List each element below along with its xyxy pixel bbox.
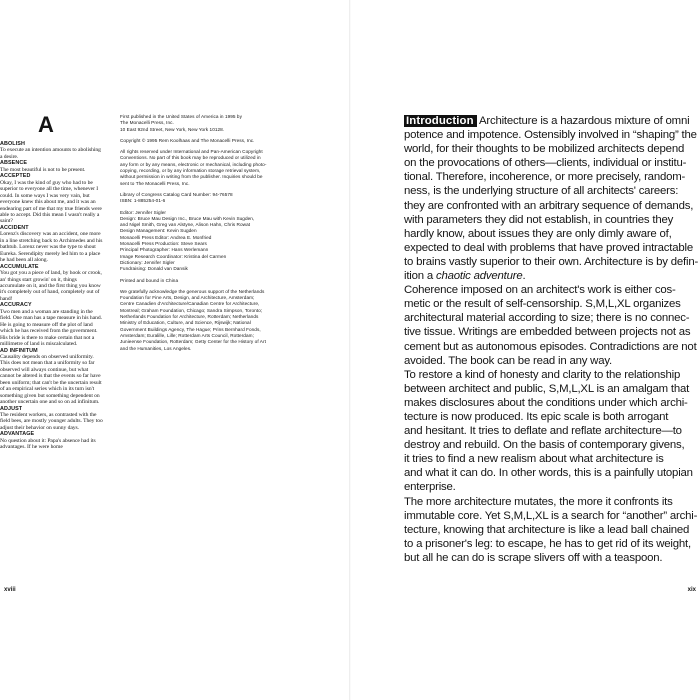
text-segment: tecture is now produced. Its epic scale is both arrogant — [404, 410, 669, 423]
dictionary-definition: No question about it: Papa's absence had its advantages. If he were home — [0, 437, 96, 451]
dictionary-definition: The most beautiful is not to be present. — [0, 166, 86, 173]
imprint-line: Image Research Coordinator: Kristina del Carmen — [120, 253, 227, 259]
imprint-line: Centre Canadien d'Architecture/Canadian Centre for Architecture, — [120, 301, 260, 307]
text-segment: . — [522, 270, 526, 283]
imprint-line: The Monacelli Press, Inc. — [120, 120, 174, 126]
text-line — [404, 311, 700, 325]
right-page — [350, 0, 700, 700]
page-number-right: xix — [687, 587, 696, 593]
dictionary-definition: The resident workers, as contrasted with the field bees, are mostly younger adults. They too adjust their behavior on sunny days. — [0, 412, 103, 431]
imprint-line: and the Humanities, Los Angeles. — [120, 345, 192, 351]
imprint-line: ISBN: 1-885254-01-6 — [120, 198, 166, 204]
imprint-line: without permission in writing from the publisher. Inquiries should be — [120, 174, 263, 180]
dictionary-term: ACCURACY — [0, 302, 32, 309]
imprint-line: Editor: Jennifer Sigler — [120, 209, 166, 215]
text-segment: hardly know, about issues they are only dimly aware of, — [404, 227, 672, 240]
dictionary-term: ACCEPTED — [0, 173, 31, 180]
text-line — [404, 410, 700, 424]
imprint-line: Netherlands Foundation for Architecture, Rotterdam; Netherlands — [120, 314, 259, 320]
imprint-column — [120, 114, 338, 357]
text-line — [404, 297, 700, 311]
text-line — [404, 255, 700, 269]
imprint-line: Printed and bound in China — [120, 277, 179, 283]
text-segment: it tries to find a new realism about what architecture is — [404, 453, 664, 466]
text-line — [404, 114, 700, 128]
dictionary-term: ADJUST — [0, 405, 23, 412]
text-segment: ition a — [404, 270, 436, 283]
imprint-line: Monacelli Press Production: Steve Sears — [120, 241, 207, 247]
imprint-line: Dictionary: Jennifer Sigler — [120, 259, 175, 265]
text-line — [404, 438, 700, 452]
text-segment: enterprise. — [404, 481, 456, 494]
text-line — [404, 466, 700, 480]
text-segment: on the provocations of others—clients, individual or institu- — [404, 157, 687, 170]
imprint-line: Montreal; Graham Foundation, Chicago; Sandra Simpson, Toronto; — [120, 307, 263, 313]
text-line — [404, 340, 700, 354]
dictionary-term: ACCUMULATE — [0, 263, 39, 270]
imprint-line: All rights reserved under International and Pan-American Copyright — [120, 149, 263, 155]
text-line — [404, 213, 700, 227]
text-segment: tive tissue. Writings are embedded between projects not as — [404, 326, 691, 339]
text-line — [404, 523, 700, 537]
dictionary-term: ABSENCE — [0, 160, 28, 167]
dictionary-letter: A — [38, 112, 54, 137]
text-segment: metic or the result of self-censorship. S,M,L,XL organizes — [404, 298, 681, 311]
text-line — [404, 241, 700, 255]
text-line — [404, 325, 700, 339]
text-line — [404, 368, 700, 382]
text-line — [404, 142, 700, 156]
imprint-line: Conventions. No part of this book may be reproduced or utilized in — [120, 155, 261, 161]
text-segment: to brains vastly superior to their own. Architecture is by defin- — [404, 255, 699, 268]
dictionary-definition: Causality depends on observed uniformity. This does not mean that a uniformity so far observed will always continue, but what cannot be altered is that the events so far have been uniform; that can't be the uncertain result of an empirical series which in its turn isn't something given but something dependent on another uncertain one and so on ad infinitum. — [0, 353, 102, 406]
imprint-line: Amsterdam; Euralille, Lille; Rotterdam Arts Council, Rotterdam; — [120, 332, 254, 338]
text-segment: Coherence imposed on an architect's work is either cos- — [404, 284, 676, 297]
dictionary-definition: You got you a piece of land, by hook or crook, an' things start growin' on it, things accumulate on it, and the first thing you know it's completely out of hand, completely out of hand! — [0, 270, 102, 302]
imprint-line: Monacelli Press Editor: Andrea E. Monfried — [120, 234, 212, 240]
text-segment: they are confronted with an arbitrary sequence of demands, — [404, 199, 694, 212]
dictionary-definition: To execute an intention amounts to abolishing a desire. — [0, 147, 101, 160]
text-line — [404, 283, 700, 297]
text-line — [404, 452, 700, 466]
imprint-line: Foundation for Fine Arts, Design, and Architecture, Amsterdam; — [120, 295, 255, 301]
section-label: Introduction — [404, 115, 477, 127]
text-segment: The more architecture mutates, the more it confronts its — [404, 495, 673, 508]
imprint-paragraph — [120, 149, 338, 187]
text-segment: expected to deal with problems that have proved intractable — [404, 241, 693, 254]
dictionary-term: AD INFINITUM — [0, 347, 38, 354]
imprint-line: sent to The Monacelli Press, Inc. — [120, 180, 190, 186]
imprint-line: Junieense Foundation, Rotterdam; Getty Center for the History of Art — [120, 339, 266, 345]
text-segment: ness, is the underlying structure of all architects' careers: — [404, 185, 679, 198]
text-segment: architectural material according to size; there is no connec- — [404, 312, 690, 325]
text-segment: cement but as autonomous episodes. Contradictions are not — [404, 340, 697, 353]
imprint-line: Copyright © 1995 Rem Koolhaas and The Monacelli Press, Inc. — [120, 137, 255, 143]
imprint-line: copying, recording, or by any information storage retrieval system, — [120, 168, 261, 174]
text-segment: but all he can do is scrape slivers off with a teaspoon. — [404, 551, 663, 564]
text-line — [404, 199, 700, 213]
text-segment: tecture, knowing that architecture is like a lead ball chained — [404, 523, 690, 536]
imprint-paragraph — [120, 192, 338, 205]
dictionary-definition: Lorenz's discovery was an accident, one more in a line stretching back to Archimedes and his bathtub. Lorenz never was the type to shout Eureka. Serendipity merely led him to a place he had been all along. — [0, 231, 103, 264]
text-line — [404, 509, 700, 523]
text-line — [404, 354, 700, 368]
text-segment: Architecture is a hazardous mixture of omni — [478, 115, 690, 127]
imprint-paragraph — [120, 138, 338, 144]
imprint-line: Ministry of Education, Culture, and Science, Rijswijk; National — [120, 320, 251, 326]
text-segment: makes disclosures about the conditions under which archi- — [404, 396, 688, 409]
imprint-line: 10 East 92nd Street, New York, New York 10128. — [120, 126, 225, 132]
text-line — [404, 551, 700, 565]
text-segment: potence and impotence. Ostensibly involved in “shaping” the — [404, 129, 697, 142]
imprint-paragraph — [120, 289, 338, 352]
text-line — [404, 424, 700, 438]
page-number-left: xviii — [4, 587, 16, 593]
text-line — [404, 269, 700, 283]
imprint-line: First published in the United States of America in 1995 by — [120, 114, 242, 119]
imprint-line: Government Buildings Agency, The Hague; Prins Bernhard Fonds, — [120, 326, 261, 332]
imprint-line: Fundraising: Donald van Dansik — [120, 266, 188, 272]
text-line — [404, 227, 700, 241]
text-line — [404, 382, 700, 396]
text-line — [404, 495, 700, 509]
text-line — [404, 184, 700, 198]
text-line — [404, 480, 700, 494]
dictionary-term: ABOLISH — [0, 141, 25, 147]
text-segment: avoided. The book can be read in any way. — [404, 354, 612, 367]
text-segment: To restore a kind of honesty and clarity to the relationship — [404, 368, 681, 381]
text-segment: with parameters they did not establish, in countries they — [404, 213, 674, 226]
imprint-paragraph — [120, 278, 338, 284]
text-segment: to a prisoner's leg: to escape, he has to get rid of its weight, — [404, 537, 691, 550]
text-line — [404, 128, 700, 142]
dictionary-definition: Two men and a woman are standing in the field. One man has a tape measure in his hand. He is going to measure off the plot of land which he has received from the government. His bride is there to make certain that not a millimetre of land is miscalculated. — [0, 308, 102, 348]
imprint-line: We gratefully acknowledge the generous support of the Netherlands — [120, 288, 265, 294]
text-line — [404, 156, 700, 170]
text-segment: immutable core. Yet S,M,L,XL is a search for “another” archi- — [404, 509, 698, 522]
text-segment: destroy and rebuild. On the basis of contemporary givens, — [404, 439, 685, 452]
text-segment: and hesitant. It tries to deflate and reflate architecture—to — [404, 425, 682, 438]
imprint-line: and Nigel Smith, Greg van Alstyne, Alison Hahn, Chris Rowat — [120, 222, 251, 228]
imprint-line: Design Management: Kevin Sugden — [120, 228, 197, 234]
text-segment: between architect and public, S,M,L,XL is an amalgam that — [404, 382, 690, 395]
dictionary-term: ADVANTAGE — [0, 431, 35, 438]
italic-phrase: chaotic adventure — [435, 270, 523, 283]
dictionary-column — [0, 141, 103, 451]
imprint-line: any form or by any means, electronic or mechanical, including photo- — [120, 161, 267, 167]
imprint-paragraph — [120, 114, 338, 133]
text-segment: and what it can do. In other words, this is a painfully utopian — [404, 467, 693, 480]
imprint-line: Design: Bruce Mau Design Inc., Bruce Mau with Kevin Sugden, — [120, 215, 255, 221]
text-line — [404, 537, 700, 551]
text-segment: tional. Therefore, incoherence, or more precisely, random- — [404, 171, 686, 184]
text-segment: world, for their thoughts to be mobilized architects depend — [404, 143, 685, 156]
dictionary-definition: Okay, I was the kind of guy who had to be superior to everyone all the time, whenever I could. In some ways I was very vain, but everyone knew this about me, and it was an endearing part of me that my true friends were able to accept. Did this mean I wasn't really a saint? — [0, 179, 102, 225]
text-line — [404, 170, 700, 184]
imprint-line: Principal Photographer: Hans Werlemann — [120, 247, 209, 253]
imprint-line: Library of Congress Catalog Card Number: 94-76578 — [120, 191, 233, 197]
text-line — [404, 396, 700, 410]
dictionary-term: ACCIDENT — [0, 224, 29, 231]
imprint-paragraph — [120, 210, 338, 273]
introduction-text — [404, 114, 700, 565]
